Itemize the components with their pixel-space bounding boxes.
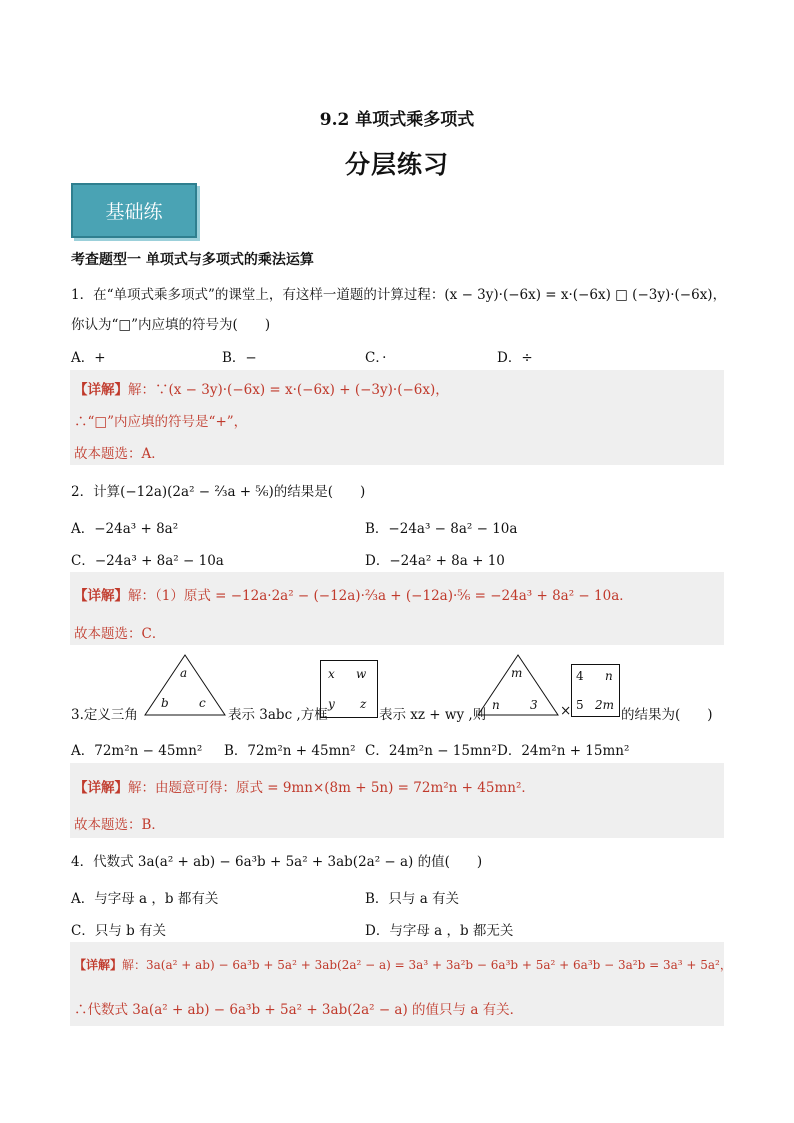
q3-box1-tl: x — [328, 667, 335, 681]
q1-option-a: A．+ — [71, 350, 106, 366]
q3-tri2-left: n — [492, 698, 500, 712]
q4-option-d: D．与字母 a ，b 都无关 — [365, 923, 514, 939]
q3-box2-bl: 5 — [576, 698, 584, 712]
q1-detail-label: 【详解】 — [74, 382, 128, 398]
q3-tri2-right: 3 — [530, 698, 538, 712]
q3-option-c: C．24m²n − 15mn² — [365, 743, 497, 759]
q3-box2-tl: 4 — [576, 669, 584, 683]
q2-detail-label: 【详解】 — [74, 588, 128, 604]
section-title: 考查题型一 单项式与多项式的乘法运算 — [71, 252, 314, 268]
q3-box2-tr: n — [605, 669, 613, 683]
q2-answer-panel — [70, 572, 724, 645]
q4-detail-line2: ∴代数式 3a(a² + ab) − 6a³b + 5a² + 3ab(2a² − a) 的值只与 a 有关． — [74, 1002, 524, 1018]
q2-option-c: C．−24a³ + 8a² − 10a — [71, 553, 224, 569]
page-title: 9.2 单项式乘多项式 — [319, 110, 475, 130]
q3-detail: 解：由题意可得：原式 = 9mn×(8m + 5n) = 72m²n + 45mn²． — [128, 780, 535, 796]
q3-mid2: 表示 xz + wy ,则 — [379, 707, 487, 723]
q2-detail: 解：（1）原式 = −12a·2a² − (−12a)·⅔a + (−12a)·⅚ = −24a³ + 8a² − 10a． — [128, 588, 633, 604]
q1-detail-line1: ∵(x − 3y)·(−6x) = x·(−6x) + (−3y)·(−6x)， — [155, 382, 449, 398]
q2-option-d: D．−24a² + 8a + 10 — [365, 553, 505, 569]
q4-option-a: A．与字母 a ，b 都有关 — [71, 891, 219, 907]
q3-suffix: 的结果为( ) — [621, 707, 713, 723]
q4-option-c: C．只与 b 有关 — [71, 923, 167, 939]
q3-times: × — [560, 703, 572, 719]
q2-conclusion: 故本题选：C． — [74, 626, 166, 642]
q2-stem: 2．计算(−12a)(2a² − ⅔a + ⅚)的结果是( ) — [71, 484, 366, 500]
q3-answer-panel — [70, 763, 724, 838]
q3-box1-bl: y — [328, 697, 335, 711]
q1-detail-line2: ∴“□”内应填的符号是“+”， — [74, 414, 248, 430]
q4-answer-panel — [70, 942, 732, 1026]
page-subtitle: 分层练习 — [344, 150, 449, 179]
q1-option-b: B．− — [222, 350, 257, 366]
q1-option-c: C．· — [365, 350, 387, 366]
q1-stem-line2: 你认为“□”内应填的符号为( ) — [71, 317, 271, 333]
q2-option-b: B．−24a³ − 8a² − 10a — [365, 521, 518, 537]
q3-box1-tr: w — [356, 667, 367, 681]
q3-box2-br: 2m — [595, 698, 615, 712]
q3-conclusion: 故本题选：B． — [74, 817, 165, 833]
q3-prefix: 3.定义三角 — [71, 707, 138, 723]
level-badge: 基础练 — [71, 183, 197, 238]
q1-answer-panel — [70, 370, 724, 465]
q3-option-d: D．24m²n + 15mn² — [497, 743, 630, 759]
q4-stem: 4．代数式 3a(a² + ab) − 6a³b + 5a² + 3ab(2a² − a) 的值( ) — [71, 854, 483, 870]
q3-tri1-left: b — [161, 696, 169, 710]
q3-tri1-right: c — [199, 696, 206, 710]
q1-detail-sol: 解： — [128, 382, 155, 398]
q3-box1-br: z — [360, 697, 367, 711]
q4-option-b: B．只与 a 有关 — [365, 891, 460, 907]
q1-option-d: D．÷ — [497, 350, 533, 366]
q3-mid1: 表示 3abc ,方框 — [228, 707, 328, 723]
q3-option-b: B．72m²n + 45mn² — [224, 743, 356, 759]
q1-stem-line1: 1．在“单项式乘多项式”的课堂上，有这样一道题的计算过程：(x − 3y)·(−6x) = x·(−6x) □ (−3y)·(−6x)， — [71, 287, 727, 303]
q3-tri2-top: m — [511, 666, 523, 680]
q2-option-a: A．−24a³ + 8a² — [71, 521, 179, 537]
q1-conclusion: 故本题选：A． — [74, 446, 165, 462]
q3-detail-label: 【详解】 — [74, 780, 128, 796]
q3-option-a: A．72m²n − 45mn² — [71, 743, 203, 759]
q3-triangle-1 — [143, 653, 227, 717]
q3-tri1-top: a — [180, 666, 188, 680]
q3-triangle-2 — [476, 653, 560, 717]
q3-box-2 — [571, 664, 620, 717]
q4-detail-line1: 解：3a(a² + ab) − 6a³b + 5a² + 3ab(2a² − a) = 3a³ + 3a²b − 6a³b + 5a² + 6a³b − 3a²b = 3a³ + 5a²， — [122, 958, 732, 972]
q3-box-1 — [320, 660, 378, 718]
q4-detail-label: 【详解】 — [74, 958, 123, 972]
